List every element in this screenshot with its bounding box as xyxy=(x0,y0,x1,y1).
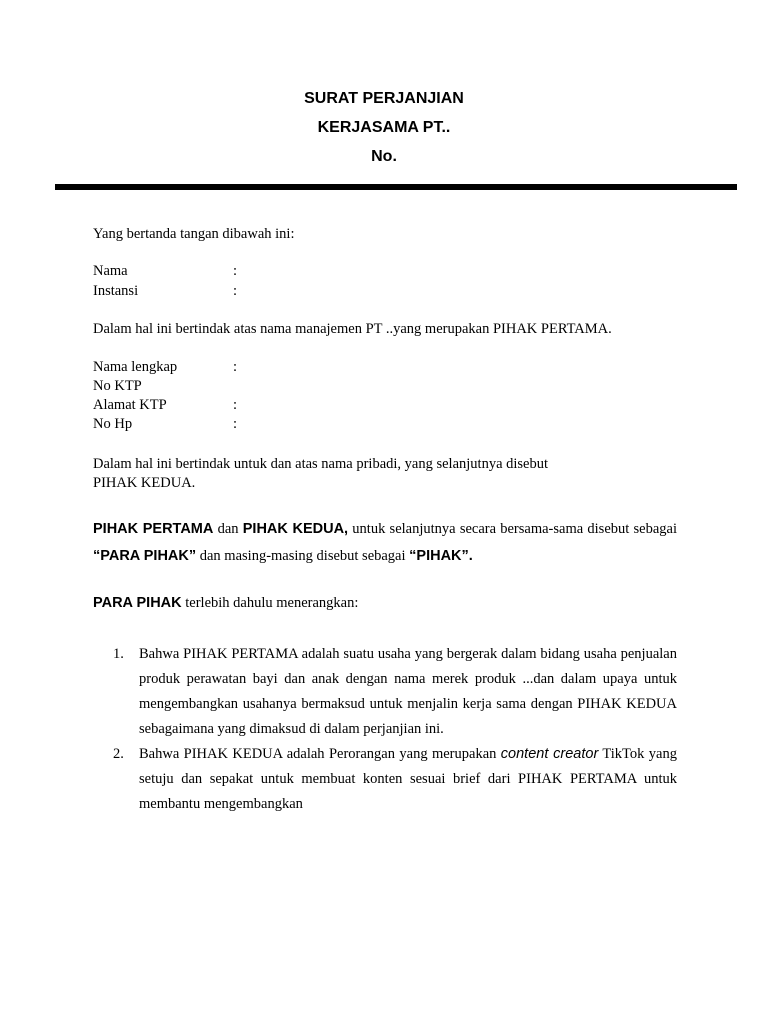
field-separator: : xyxy=(233,283,238,299)
field-nama xyxy=(93,262,237,281)
bold-term: “PIHAK”. xyxy=(409,548,473,564)
party2-statement-line-2: PIHAK KEDUA. xyxy=(93,475,196,491)
italic-term: content creator xyxy=(500,746,599,762)
field-label: Instansi xyxy=(93,283,139,299)
list-number: 2. xyxy=(113,746,124,762)
list-item-text: Bahwa PIHAK KEDUA adalah Perorangan yang merupakan xyxy=(139,746,501,762)
field-label: No Hp xyxy=(93,416,133,432)
field-no-hp xyxy=(93,415,237,434)
intro-text: Yang bertanda tangan dibawah ini: xyxy=(93,226,295,242)
field-label: Alamat KTP xyxy=(93,397,167,413)
party2-statement-line-1: Dalam hal ini bertindak untuk dan atas nama pribadi, yang selanjutnya disebut xyxy=(93,456,549,472)
paragraph-text: dan xyxy=(213,521,243,537)
field-separator: : xyxy=(233,397,238,413)
field-label: Nama xyxy=(93,263,128,279)
list-item-text: TikTok yang setuju dan sepakat untuk membuat konten sesuai brief dari PIHAK PERTAMA untuk membantu mengembangkan xyxy=(139,746,677,812)
field-separator: : xyxy=(233,263,238,279)
list-item xyxy=(93,742,677,817)
list-number: 1. xyxy=(113,646,124,662)
title-line-3: No. xyxy=(371,148,397,165)
field-label: Nama lengkap xyxy=(93,359,178,375)
bold-term: PIHAK PERTAMA xyxy=(93,521,214,537)
paragraph-text: untuk selanjutnya secara bersama-sama disebut sebagai xyxy=(348,521,677,537)
para-pihak-paragraph xyxy=(93,516,677,570)
field-separator: : xyxy=(233,416,238,432)
document-title xyxy=(0,84,768,171)
paragraph-text: terlebih dahulu menerangkan: xyxy=(181,595,359,611)
field-separator: : xyxy=(233,359,238,375)
field-alamat-ktp xyxy=(93,396,237,415)
bold-term: “PARA PIHAK” xyxy=(93,548,197,564)
list-item-text: Bahwa PIHAK PERTAMA adalah suatu usaha yang bergerak dalam bidang usaha penjualan produk perawatan bayi dan anak dengan nama merek produk ...dan dalam upaya untuk mengembangkan usahanya bermaksud untuk menjalin kerja sama dengan PIHAK KEDUA sebagaimana yang dimaksud di dalam perjanjian ini. xyxy=(139,646,677,737)
menerangkan-line xyxy=(93,594,358,613)
title-line-1: SURAT PERJANJIAN xyxy=(304,90,464,107)
party1-statement: Dalam hal ini bertindak atas nama manajemen PT ..yang merupakan PIHAK PERTAMA. xyxy=(93,321,612,337)
numbered-list xyxy=(93,642,677,817)
header-divider xyxy=(55,184,737,190)
bold-term: PARA PIHAK xyxy=(93,595,182,611)
field-label: No KTP xyxy=(93,378,142,394)
field-instansi xyxy=(93,282,237,301)
list-item xyxy=(93,642,677,742)
field-nama-lengkap xyxy=(93,358,237,377)
field-no-ktp xyxy=(93,377,233,396)
title-line-2: KERJASAMA PT.. xyxy=(317,119,451,136)
paragraph-text: dan masing-masing disebut sebagai xyxy=(196,548,410,564)
bold-term: PIHAK KEDUA, xyxy=(242,521,349,537)
